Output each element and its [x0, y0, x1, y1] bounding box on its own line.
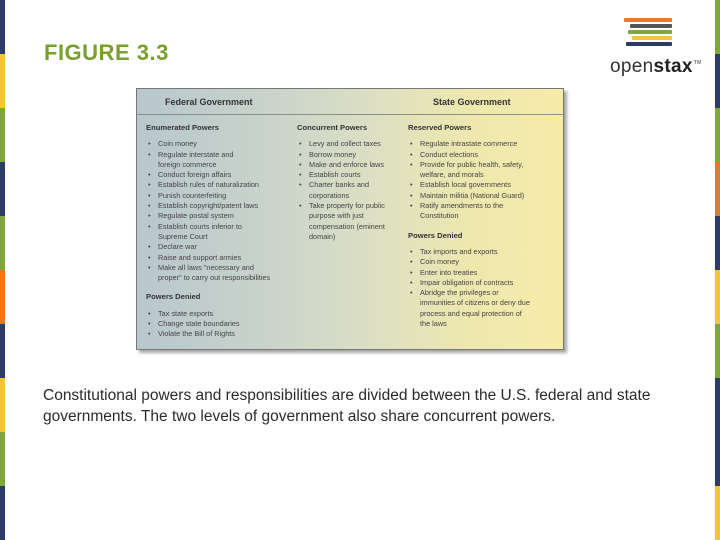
power-list-item: • Coin money — [146, 139, 270, 149]
logo-wordmark: openstax™ — [610, 56, 702, 77]
stripe-segment — [0, 162, 5, 216]
power-list-item: • Maintain militia (National Guard) — [408, 191, 530, 201]
stripe-segment — [0, 54, 5, 108]
power-list-item: • Establish copyright/patent laws — [146, 201, 270, 211]
reserved-powers-list — [408, 139, 530, 221]
stripe-segment — [715, 54, 720, 108]
slide-title: FIGURE 3.3 — [44, 40, 169, 65]
logo-book-bar — [630, 24, 672, 28]
power-list-item: • Coin money — [408, 257, 530, 267]
power-list-item: • Levy and collect taxes — [297, 139, 385, 149]
stripe-segment — [715, 108, 720, 162]
power-list-item: • Establish local governments — [408, 180, 530, 190]
power-list-item: • Conduct elections — [408, 150, 530, 160]
stripe-segment — [715, 0, 720, 54]
stripe-segment — [0, 324, 5, 378]
power-list-item: • Take property for public purpose with just compensation (eminent domain) — [297, 201, 385, 242]
stripe-segment — [0, 216, 5, 270]
powers-figure — [136, 88, 564, 350]
power-list-item: • Regulate postal system — [146, 211, 270, 221]
openstax-logo — [610, 18, 710, 80]
stripe-segment — [715, 216, 720, 270]
left-color-stripe — [0, 0, 5, 540]
stripe-segment — [715, 378, 720, 432]
power-list-item: • Tax imports and exports — [408, 247, 530, 257]
enumerated-powers-list — [146, 139, 270, 283]
right-color-stripe — [715, 0, 720, 540]
stripe-segment — [715, 432, 720, 486]
power-list-item: • Tax state exports — [146, 309, 270, 319]
power-list-item: • Declare war — [146, 242, 270, 252]
concurrent-column — [297, 123, 385, 242]
power-list-item: • Regulate intrastate commerce — [408, 139, 530, 149]
state-powers-denied-heading: Powers Denied — [408, 230, 463, 240]
power-list-item: • Establish courts inferior to Supreme Court — [146, 222, 270, 243]
power-list-item: • Enter into treaties — [408, 268, 530, 278]
power-list-item: • Regulate interstate and foreign commerce — [146, 150, 270, 171]
stripe-segment — [0, 432, 5, 486]
power-list-item: • Charter banks and corporations — [297, 180, 385, 201]
federal-powers-denied-list — [146, 309, 270, 340]
federal-government-header: Federal Government — [165, 97, 253, 107]
power-list-item: • Establish rules of naturalization — [146, 180, 270, 190]
power-list-item: • Punish counterfeiting — [146, 191, 270, 201]
state-powers-denied-list — [408, 247, 530, 329]
power-list-item: • Violate the Bill of Rights — [146, 329, 270, 339]
reserved-powers-heading: Reserved Powers — [408, 123, 472, 132]
power-list-item: • Change state boundaries — [146, 319, 270, 329]
power-list-item: • Make all laws "necessary and proper" to carry out responsibilities — [146, 263, 270, 284]
logo-book-bar — [632, 36, 672, 40]
stripe-segment — [0, 378, 5, 432]
stripe-segment — [715, 324, 720, 378]
stripe-segment — [0, 0, 5, 54]
power-list-item: • Borrow money — [297, 150, 385, 160]
logo-book-bar — [628, 30, 672, 34]
enumerated-powers-heading: Enumerated Powers — [146, 123, 220, 132]
power-list-item: • Establish courts — [297, 170, 385, 180]
concurrent-powers-list — [297, 139, 385, 242]
logo-book-bar — [626, 42, 672, 46]
power-list-item: • Conduct foreign affairs — [146, 170, 270, 180]
power-list-item: • Ratify amendments to the Constitution — [408, 201, 530, 222]
state-column — [408, 123, 530, 329]
stripe-segment — [0, 270, 5, 324]
power-list-item: • Provide for public health, safety, welfare, and morals — [408, 160, 530, 181]
federal-powers-denied-heading: Powers Denied — [146, 292, 201, 302]
stripe-segment — [715, 486, 720, 540]
header-divider — [137, 114, 563, 115]
power-list-item: • Abridge the privileges or immunities of citizens or deny due process and equal protection of the laws — [408, 288, 530, 329]
stripe-segment — [715, 270, 720, 324]
power-list-item: • Make and enforce laws — [297, 160, 385, 170]
power-list-item: • Raise and support armies — [146, 253, 270, 263]
state-government-header: State Government — [433, 97, 511, 107]
power-list-item: • Impair obligation of contracts — [408, 278, 530, 288]
federal-column — [146, 123, 270, 340]
stripe-segment — [0, 108, 5, 162]
concurrent-powers-heading: Concurrent Powers — [297, 123, 368, 132]
stripe-segment — [0, 486, 5, 540]
stripe-segment — [715, 162, 720, 216]
logo-book-bar — [624, 18, 672, 22]
figure-caption: Constitutional powers and responsibilities are divided between the U.S. federal and state governments. The two levels of government also share concurrent powers. — [43, 387, 651, 425]
